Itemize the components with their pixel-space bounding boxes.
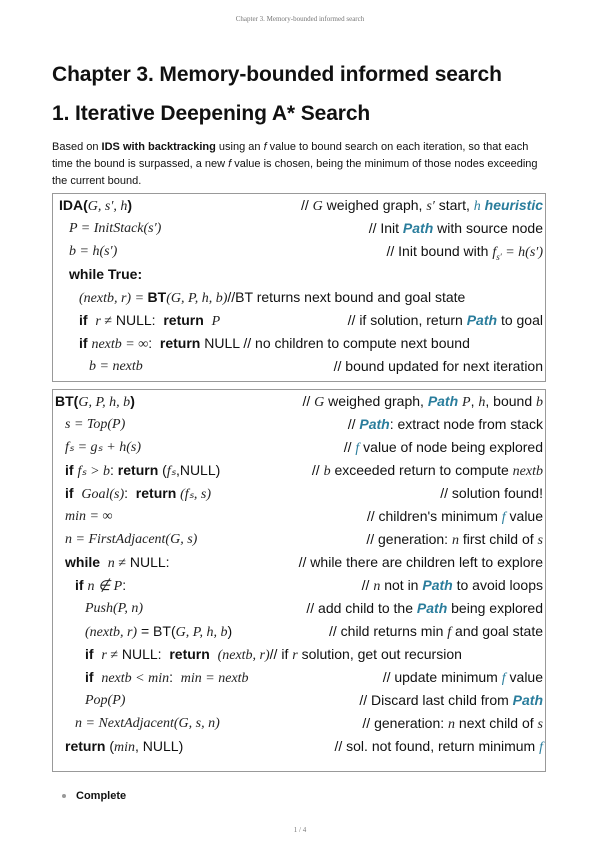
code-line: while n ≠ NULL: // while there are children left to explore: [65, 554, 543, 571]
code-line: fₛ = gₛ + h(s) // f value of node being explored: [65, 439, 543, 456]
code-line: if r ≠ NULL: return P // if solution, return Path to goal: [79, 312, 543, 329]
code-line: if Goal(s): return (fₛ, s) // solution found!: [65, 485, 543, 502]
code-line: b = h(s′) // Init bound with $f_{s'} = h(s')$: [69, 243, 543, 262]
code-line: if fₛ > b: return (fₛ,NULL) // b exceeded return to compute nextb: [65, 462, 543, 479]
bullet-label: Complete: [76, 790, 127, 802]
section-title: 1. Iterative Deepening A* Search: [52, 102, 371, 125]
code-line: Pop(P) // Discard last child from Path: [85, 692, 543, 708]
running-header: Chapter 3. Memory-bounded informed search: [235, 15, 365, 23]
code-line: while True:: [69, 266, 143, 282]
bullet-list-item: [62, 790, 126, 802]
code-line: if nextb = ∞: return NULL // no children to compute next bound: [79, 335, 470, 352]
bt-pseudocode-box: [52, 389, 546, 772]
code-line: s = Top(P) // Path: extract node from stack: [65, 416, 543, 432]
code-line: b = nextb // bound updated for next iteration: [89, 358, 543, 374]
code-line: if r ≠ NULL: return (nextb, r)// if r solution, get out recursion: [85, 646, 462, 663]
code-line: if nextb < min: min = nextb // update minimum f value: [85, 669, 543, 686]
code-line: P = InitStack(s′) // Init Path with source node: [69, 220, 543, 236]
page-title: Chapter 3. Memory-bounded informed search: [52, 63, 502, 86]
bullet-dot-icon: [62, 794, 66, 798]
code-line: BT(G, P, h, b) // G weighed graph, Path P, h, bound b: [55, 393, 543, 410]
code-line: n = NextAdjacent(G, s, n) // generation: n next child of s: [75, 715, 543, 732]
code-line: (nextb, r) = BT(G, P, h, b) // child returns min f and goal state: [85, 623, 543, 640]
code-line: if n ∉ P: // n not in Path to avoid loops: [75, 577, 543, 594]
code-line: (nextb, r) = BT(G, P, h, b)//BT returns next bound and goal state: [79, 289, 466, 306]
code-line: n = FirstAdjacent(G, s) // generation: n first child of s: [65, 531, 543, 548]
code-line: return (min, NULL) // sol. not found, return minimum f: [65, 738, 543, 755]
code-line: min = ∞ // children's minimum f value: [65, 508, 543, 525]
page-number: 1 / 4: [293, 826, 307, 834]
code-line: Push(P, n) // add child to the Path being explored: [85, 600, 543, 616]
code-line: IDA(G, s′, h) // G weighed graph, s′ start, h heuristic: [59, 197, 543, 214]
ida-pseudocode-box: [52, 193, 546, 382]
intro-paragraph: Based on IDS with backtracking using an f value to bound search on each iteration, so that each time the bound is surpassed, a new f value is chosen, being the minimum of those nodes exceeding the current bound.: [52, 141, 538, 187]
